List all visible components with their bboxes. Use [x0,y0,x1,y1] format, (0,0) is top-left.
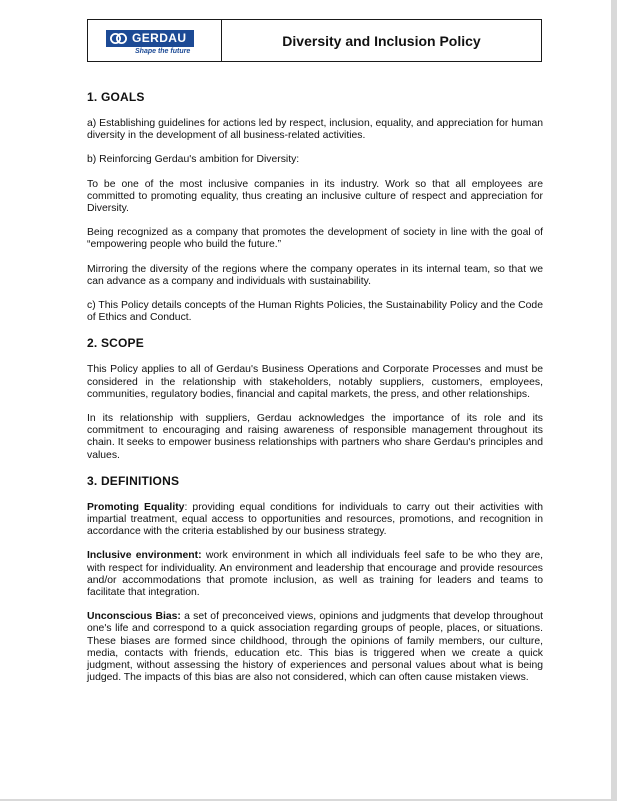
definition-text: : providing equal conditions for individuals to carry out their activities with impartial treatment, equal access to opportunities and resources, promotions, and recognition in accordance with the criteria established by our business strategy. [87,501,543,538]
goals-paragraph-c: c) This Policy details concepts of the Human Rights Policies, the Sustainability Policy and the Code of Ethics and Conduct. [87,300,543,324]
document-title: Diversity and Inclusion Policy [282,32,481,49]
logo-tagline: Shape the future [135,48,191,55]
definition-text: a set of preconceived views, opinions and judgments that develop throughout one's life and correspond to a quick association regarding groups of people, places, or situations. These biases are formed since childhood, through the opinions of family members, our culture, media, contacts with friends, education etc. This bias is triggered when we create a quick judgment, without assessing the history of experiences and personal values about what is being judged. The impacts of this bias are also not considered, which can often cause mistaken views. [87,611,543,684]
definition-text: work environment in which all individuals feel safe to be who they are, with respect for individuality. An environment and leadership that encourage and provide resources and/or accommodations that promote inclusion, as well as training for leaders and teams to facilitate that integration. [87,550,544,599]
goals-paragraph-mirroring: Mirroring the diversity of the regions where the company operates in its internal team, so that we can advance as a company and individuals with sustainability. [87,263,543,287]
definition-term: Unconscious Bias: [87,611,181,623]
goals-paragraph-inclusive: To be one of the most inclusive companies in its industry. Work so that all employees are committed to promoting equality, thus creating an inclusive culture of respect and appreciation for Diversity. [87,178,543,215]
gerdau-logo-mark-icon [109,32,128,45]
goals-paragraph-b: b) Reinforcing Gerdau's ambition for Diversity: [87,154,300,166]
definition-promoting-equality [87,502,543,539]
logo-cell [88,20,222,61]
definition-term: Inclusive environment: [87,550,202,562]
definition-unconscious-bias [87,611,543,684]
section-heading-definitions: 3. DEFINITIONS [87,473,180,488]
gerdau-logo [106,30,194,47]
definition-inclusive-environment [87,550,543,599]
scope-paragraph-2: In its relationship with suppliers, Gerdau acknowledges the importance of its role and its commitment to encouraging and raising awareness of responsible management throughout its chain. It seeks to empower business relationships with partners who share Gerdau's principles and values. [87,413,543,461]
document-header [87,19,542,62]
definition-term: Promoting Equality [87,501,185,513]
goals-paragraph-a: a) Establishing guidelines for actions led by respect, inclusion, equality, and appreciation for human diversity in the development of all business-related activities. [87,118,543,142]
section-heading-scope: 2. SCOPE [87,336,144,351]
logo-text: GERDAU [132,31,187,45]
section-heading-goals: 1. GOALS [87,90,145,104]
scope-paragraph-1: This Policy applies to all of Gerdau's Business Operations and Corporate Processes and must be considered in the relationship with stakeholders, notably suppliers, customers, employees, communities, regulatory bodies, financial and capital markets, the press, and other relationships. [87,364,543,400]
goals-paragraph-recognized: Being recognized as a company that promotes the development of society in line with the goal of “empowering people who build the future.” [87,227,543,251]
document-body [87,90,543,697]
page-edge-right [611,0,617,801]
